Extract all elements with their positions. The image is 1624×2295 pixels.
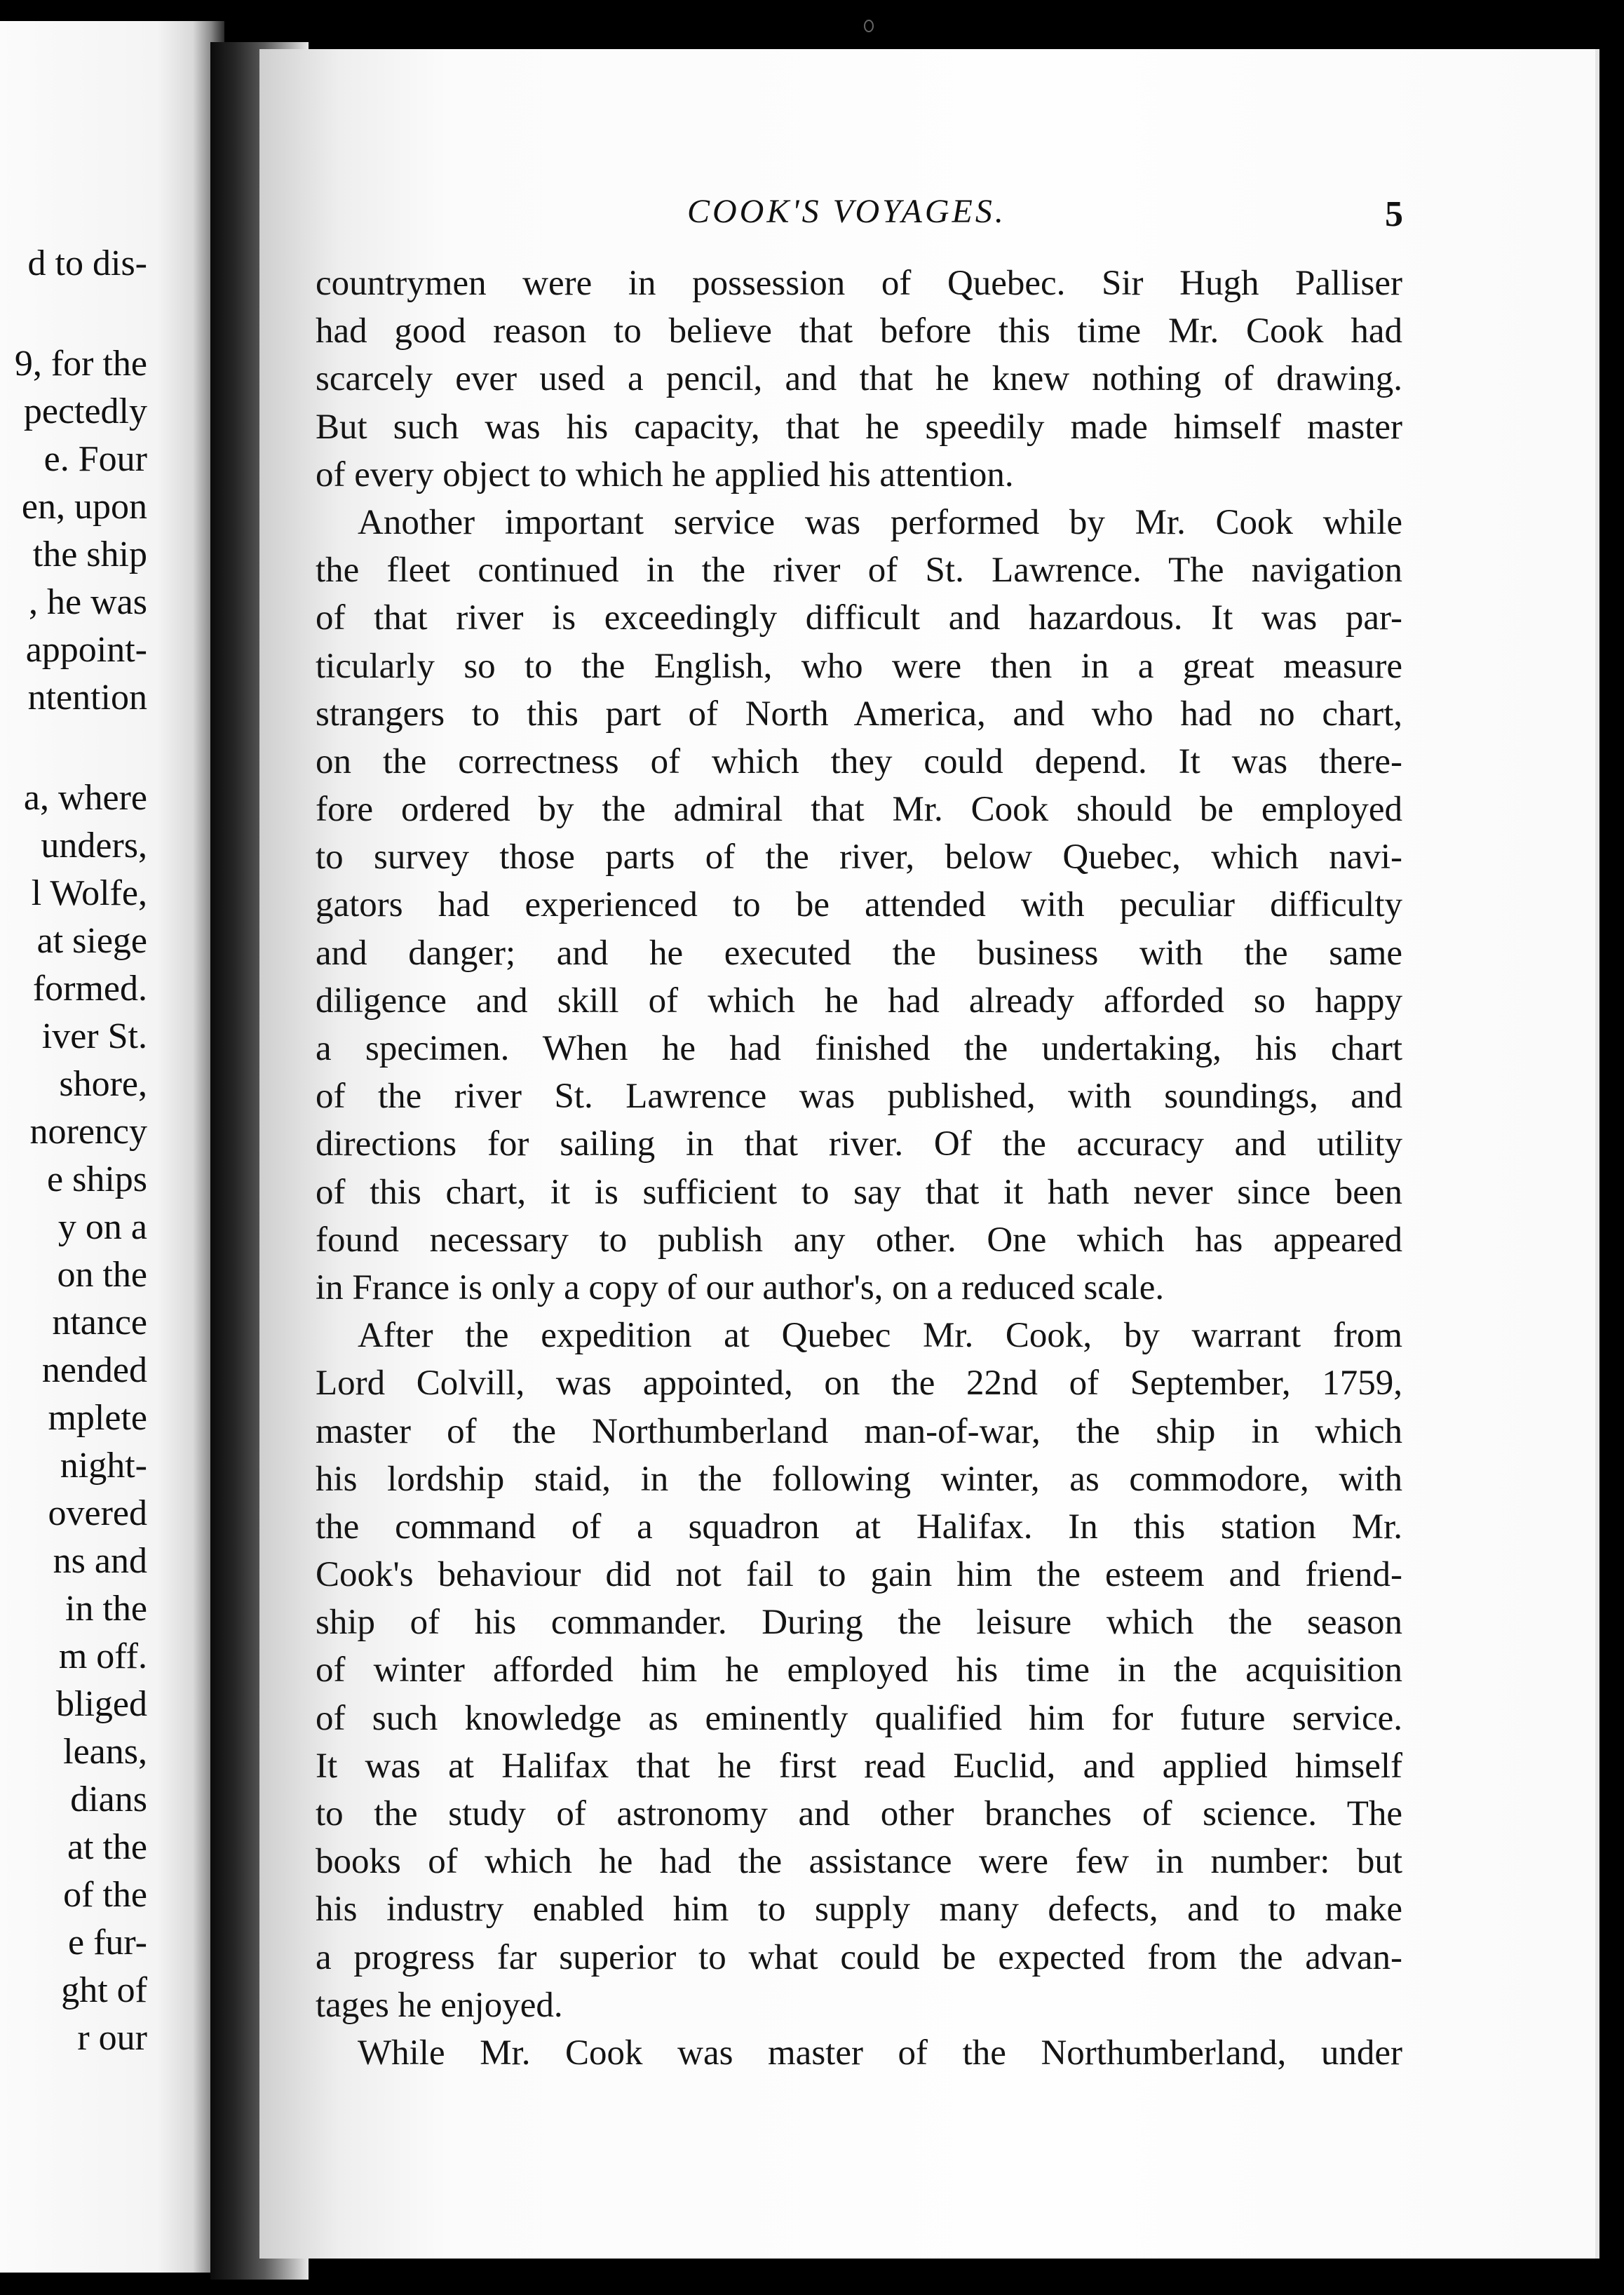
left-page-fragment: at the [67, 1827, 147, 1867]
left-page-fragment: e ships [47, 1159, 147, 1199]
text-line: ticularly so to the English, who were then in a great measure [316, 646, 1402, 686]
text-line: ship of his commander. During the leisure which the season [316, 1603, 1402, 1643]
left-page-fragment: e fur- [68, 1923, 147, 1963]
scan-mark [864, 20, 874, 32]
text-line: master of the Northumberland man-of-war, the ship in which [316, 1411, 1402, 1451]
text-line: It was at Halifax that he first read Euclid, and applied himself [316, 1746, 1402, 1786]
left-page-fragment: d to dis- [27, 243, 147, 283]
text-line: of that river is exceedingly difficult and hazardous. It was par- [316, 598, 1402, 638]
left-page-fragment: m off. [58, 1636, 147, 1676]
left-page-fragment: l Wolfe, [31, 873, 147, 913]
left-page-fragment: en, upon [21, 487, 147, 527]
left-page-fragment: iver St. [41, 1016, 147, 1056]
text-line: in France is only a copy of our author's, on a reduced scale. [316, 1267, 1165, 1307]
left-page-fragment: y on a [57, 1207, 147, 1247]
left-page-fragment: of the [63, 1875, 147, 1915]
text-line: his industry enabled him to supply many defects, and to make [316, 1890, 1402, 1930]
text-line: found necessary to publish any other. One which has appeared [316, 1220, 1402, 1260]
text-line: Another important service was performed by Mr. Cook while [358, 502, 1402, 542]
left-page-fragment: ntention [27, 678, 147, 718]
text-line: directions for sailing in that river. Of the accuracy and utility [316, 1124, 1402, 1164]
text-line: After the expedition at Quebec Mr. Cook, by warrant from [358, 1316, 1402, 1356]
text-line: to the study of astronomy and other branches of science. The [316, 1794, 1402, 1833]
left-page-fragment: on the [57, 1255, 147, 1295]
left-page-fragment: night- [60, 1446, 147, 1486]
left-page-fragment: 9, for the [14, 344, 147, 384]
left-page-fragment: the ship [32, 534, 147, 574]
left-page-fragment: mplete [48, 1398, 147, 1438]
text-line: of winter afforded him he employed his time in the acquisition [316, 1650, 1402, 1690]
left-page-fragment: nended [41, 1350, 147, 1390]
left-facing-page [0, 21, 224, 2273]
left-page-fragment: leans, [63, 1732, 147, 1772]
text-line: of every object to which he applied his attention. [316, 455, 1014, 494]
text-line: diligence and skill of which he had already afforded so happy [316, 981, 1402, 1021]
left-page-fragment: at siege [36, 921, 147, 961]
text-line: of such knowledge as eminently qualified him for future service. [316, 1698, 1402, 1738]
left-page-fragment: a, where [23, 778, 147, 818]
left-page-fragment: bliged [56, 1684, 147, 1724]
left-page-fragment: shore, [59, 1064, 147, 1104]
left-page-fragment: e. Four [43, 439, 147, 479]
left-page-fragment: formed. [32, 969, 147, 1009]
text-line: had good reason to believe that before this time Mr. Cook had [316, 311, 1402, 351]
text-line: Lord Colvill, was appointed, on the 22nd of September, 1759, [316, 1364, 1402, 1404]
left-page-fragment: norency [29, 1112, 147, 1152]
running-head: COOK'S VOYAGES. [687, 193, 1006, 230]
text-line: books of which he had the assistance were few in number: but [316, 1842, 1402, 1882]
left-page-fragment: appoint- [25, 630, 147, 670]
text-line: tages he enjoyed. [316, 1985, 563, 2025]
text-line: the fleet continued in the river of St. Lawrence. The navigation [316, 551, 1402, 591]
text-line: While Mr. Cook was master of the Northumberland, under [358, 2033, 1402, 2073]
text-line: scarcely ever used a pencil, and that he knew nothing of drawing. [316, 359, 1402, 399]
text-line: of this chart, it is sufficient to say that it hath never since been [316, 1172, 1402, 1212]
text-line: a specimen. When he had finished the undertaking, his chart [316, 1029, 1402, 1068]
text-line: the command of a squadron at Halifax. In this station Mr. [316, 1507, 1402, 1547]
left-page-fragment: dians [70, 1779, 147, 1819]
text-line: But such was his capacity, that he speedily made himself master [316, 407, 1402, 447]
left-page-fragment: pectedly [23, 391, 147, 431]
left-page-fragment: unders, [41, 826, 147, 866]
left-page-fragment: , he was [29, 582, 147, 622]
text-line: his lordship staid, in the following winter, as commodore, with [316, 1459, 1402, 1499]
text-line: of the river St. Lawrence was published, with soundings, and [316, 1077, 1402, 1117]
text-line: strangers to this part of North America, and who had no chart, [316, 694, 1402, 734]
text-line: Cook's behaviour did not fail to gain him the esteem and friend- [316, 1555, 1402, 1595]
left-page-fragment: ns and [53, 1541, 147, 1581]
left-page-fragment: in the [65, 1589, 147, 1629]
text-line: countrymen were in possession of Quebec. Sir Hugh Palliser [316, 264, 1402, 303]
text-line: on the correctness of which they could depend. It was there- [316, 741, 1402, 781]
body-text [316, 260, 1402, 2077]
text-line: and danger; and he executed the business with the same [316, 933, 1402, 973]
text-line: to survey those parts of the river, below Quebec, which navi- [316, 837, 1402, 877]
text-line: fore ordered by the admiral that Mr. Cook should be employed [316, 790, 1402, 830]
left-page-fragment: ght of [61, 1970, 147, 2010]
left-page-fragment: overed [48, 1493, 147, 1533]
page-number: 5 [1385, 194, 1403, 234]
text-line: a progress far superior to what could be expected from the advan- [316, 1937, 1402, 1977]
left-page-fragment: ntance [52, 1303, 147, 1342]
text-line: gators had experienced to be attended with peculiar difficulty [316, 885, 1402, 925]
left-page-fragment: r our [77, 2018, 147, 2058]
